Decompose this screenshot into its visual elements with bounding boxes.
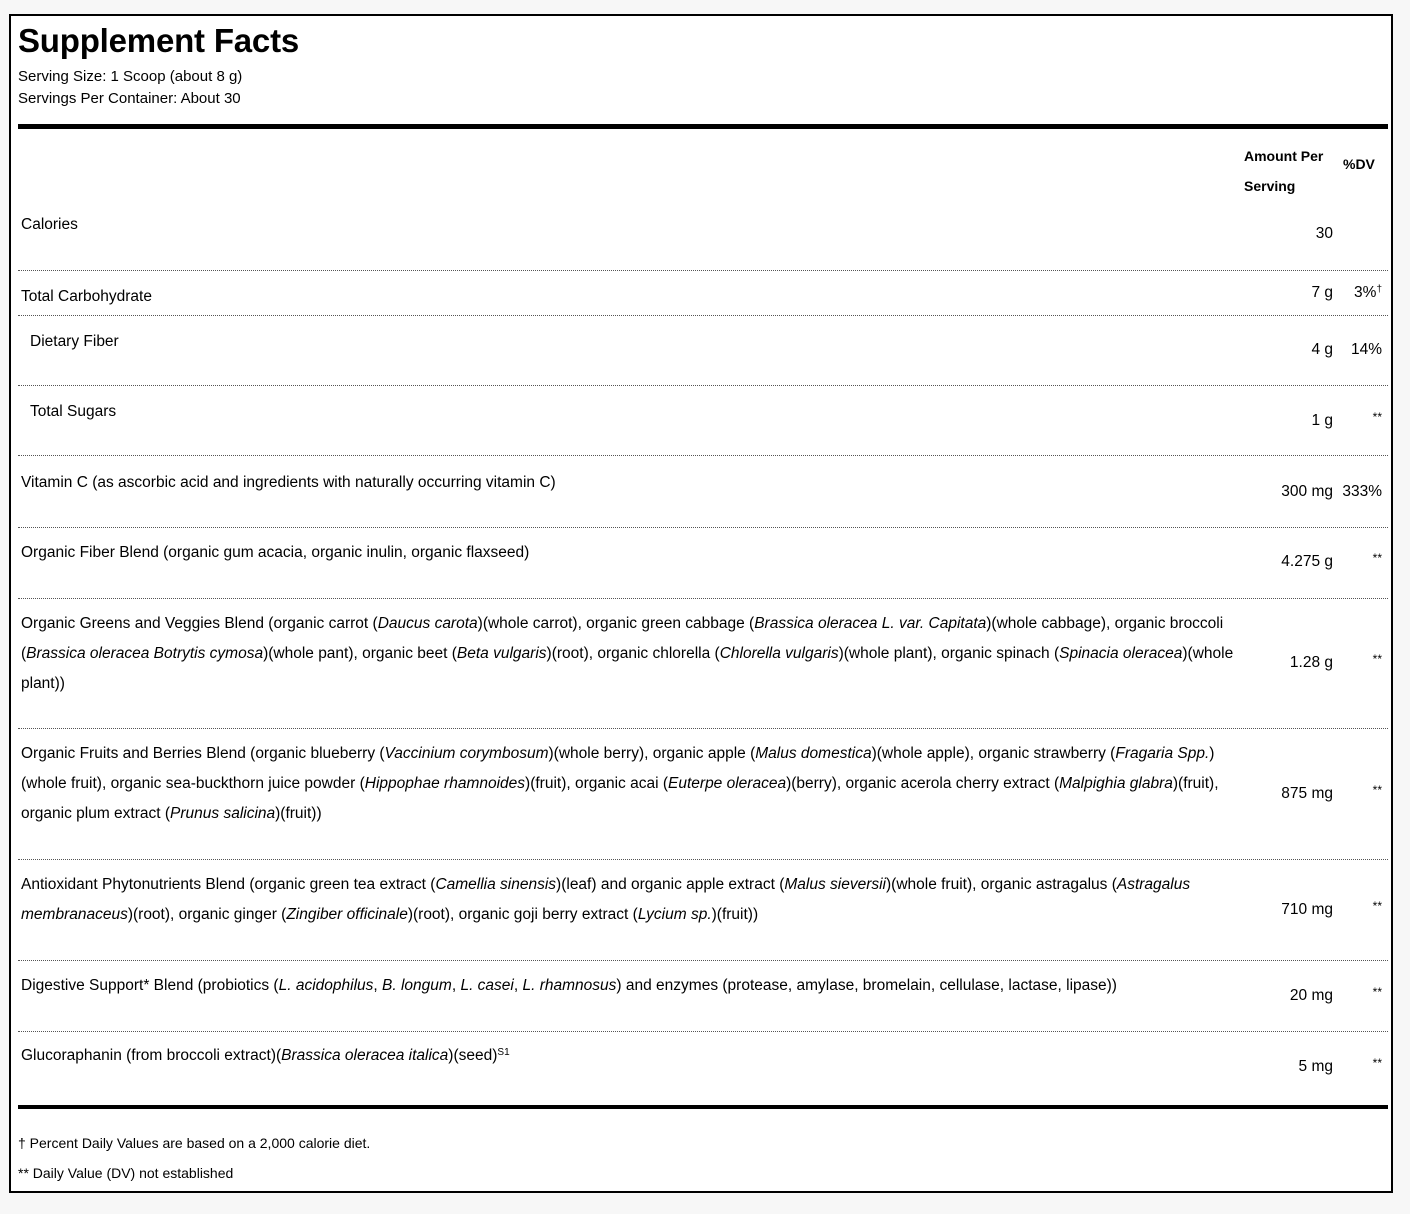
row-separator xyxy=(18,315,1388,316)
amount-per-serving-header xyxy=(1244,141,1323,201)
nutrient-label: Organic Fruits and Berries Blend (organic blueberry (Vaccinium corymbosum)(whole berry), organic apple (Malus domestica)(whole apple), organic strawberry (Fragaria Spp.)(whole fruit), organic sea-buckthorn juice powder (Hippophae rhamnoides)(fruit), organic acai (Euterpe oleracea)(berry), organic acerola cherry extract (Malpighia glabra)(fruit), organic plum extract (Prunus salicina)(fruit)) xyxy=(21,745,1219,822)
row-separator xyxy=(18,455,1388,456)
nutrient-amount: 20 mg xyxy=(1289,987,1333,1004)
row-separator xyxy=(18,1031,1388,1032)
nutrient-dv: 14% xyxy=(1350,341,1382,358)
row-separator xyxy=(18,598,1388,599)
nutrient-label: Glucoraphanin (from broccoli extract)(Brassica oleracea italica)(seed)$^{S1}$ xyxy=(21,1047,510,1064)
nutrient-amount: 7 g xyxy=(1311,284,1333,301)
nutrient-amount: 875 mg xyxy=(1281,785,1333,802)
nutrient-label: Total Sugars xyxy=(30,403,117,420)
top-divider xyxy=(18,124,1388,129)
nutrient-dv: ** xyxy=(1372,410,1382,424)
row-separator xyxy=(18,527,1388,528)
row-separator xyxy=(18,960,1388,961)
nutrient-dv: ** xyxy=(1372,1056,1382,1070)
nutrient-dv: ** xyxy=(1372,899,1382,913)
nutrient-amount: 30 xyxy=(1315,225,1333,242)
nutrient-amount: 4 g xyxy=(1311,341,1333,358)
nutrient-label: Vitamin C (as ascorbic acid and ingredients with naturally occurring vitamin C) xyxy=(21,474,556,491)
nutrient-label: Digestive Support* Blend (probiotics (L. acidophilus, B. longum, L. casei, L. rhamnosus) and enzymes (protease, amylase, bromelain, cellulase, lactase, lipase)) xyxy=(21,977,1117,994)
row-separator xyxy=(18,270,1388,271)
nutrient-amount: 710 mg xyxy=(1281,901,1333,918)
bottom-divider xyxy=(18,1105,1388,1109)
row-separator xyxy=(18,859,1388,860)
amount-header-line-1: Amount Per xyxy=(1244,148,1324,164)
nutrient-label: Organic Fiber Blend (organic gum acacia, organic inulin, organic flaxseed) xyxy=(21,544,530,561)
row-separator xyxy=(18,728,1388,729)
nutrient-dv: ** xyxy=(1372,985,1382,999)
servings-per-container: Servings Per Container: About 30 xyxy=(18,90,241,107)
nutrient-label: Calories xyxy=(21,216,78,233)
nutrient-dv: ** xyxy=(1372,652,1382,666)
nutrient-label: Dietary Fiber xyxy=(30,333,119,350)
nutrient-amount: 4.275 g xyxy=(1281,553,1333,570)
nutrient-dv: ** xyxy=(1372,551,1382,565)
supplement-facts-panel xyxy=(9,14,1393,1193)
footnote-double-asterisk: ** Daily Value (DV) not established xyxy=(18,1165,234,1181)
nutrient-amount: 1 g xyxy=(1311,412,1333,429)
nutrient-amount: 5 mg xyxy=(1298,1058,1333,1075)
nutrient-label: Total Carbohydrate xyxy=(21,288,152,305)
row-separator xyxy=(18,385,1388,386)
nutrient-label: Antioxidant Phytonutrients Blend (organic green tea extract (Camellia sinensis)(leaf) and organic apple extract (Malus sieversii)(whole fruit), organic astragalus (Astragalus membranaceus)(root), organic ginger (Zingiber officinale)(root), organic goji berry extract (Lycium sp.)(fruit)) xyxy=(21,876,1191,923)
dv-header: %DV xyxy=(1343,156,1375,172)
footnote-dagger: † Percent Daily Values are based on a 2,000 calorie diet. xyxy=(18,1135,371,1151)
serving-size: Serving Size: 1 Scoop (about 8 g) xyxy=(18,68,243,85)
amount-header-line-2: Serving xyxy=(1244,178,1296,194)
nutrient-dv: 333% xyxy=(1342,483,1382,500)
nutrient-label: Organic Greens and Veggies Blend (organic carrot (Daucus carota)(whole carrot), organic green cabbage (Brassica oleracea L. var. Capitata)(whole cabbage), organic broccoli (Brassica oleracea Botrytis cymosa)(whole pant), organic beet (Beta vulgaris)(root), organic chlorella (Chlorella vulgaris)(whole plant), organic spinach (Spinacia oleracea)(whole plant)) xyxy=(21,615,1234,692)
nutrient-dv: 3%† xyxy=(1354,284,1382,301)
panel-title: Supplement Facts xyxy=(18,22,300,59)
nutrient-amount: 300 mg xyxy=(1281,483,1333,500)
nutrient-dv: ** xyxy=(1372,783,1382,797)
nutrient-amount: 1.28 g xyxy=(1289,654,1333,671)
